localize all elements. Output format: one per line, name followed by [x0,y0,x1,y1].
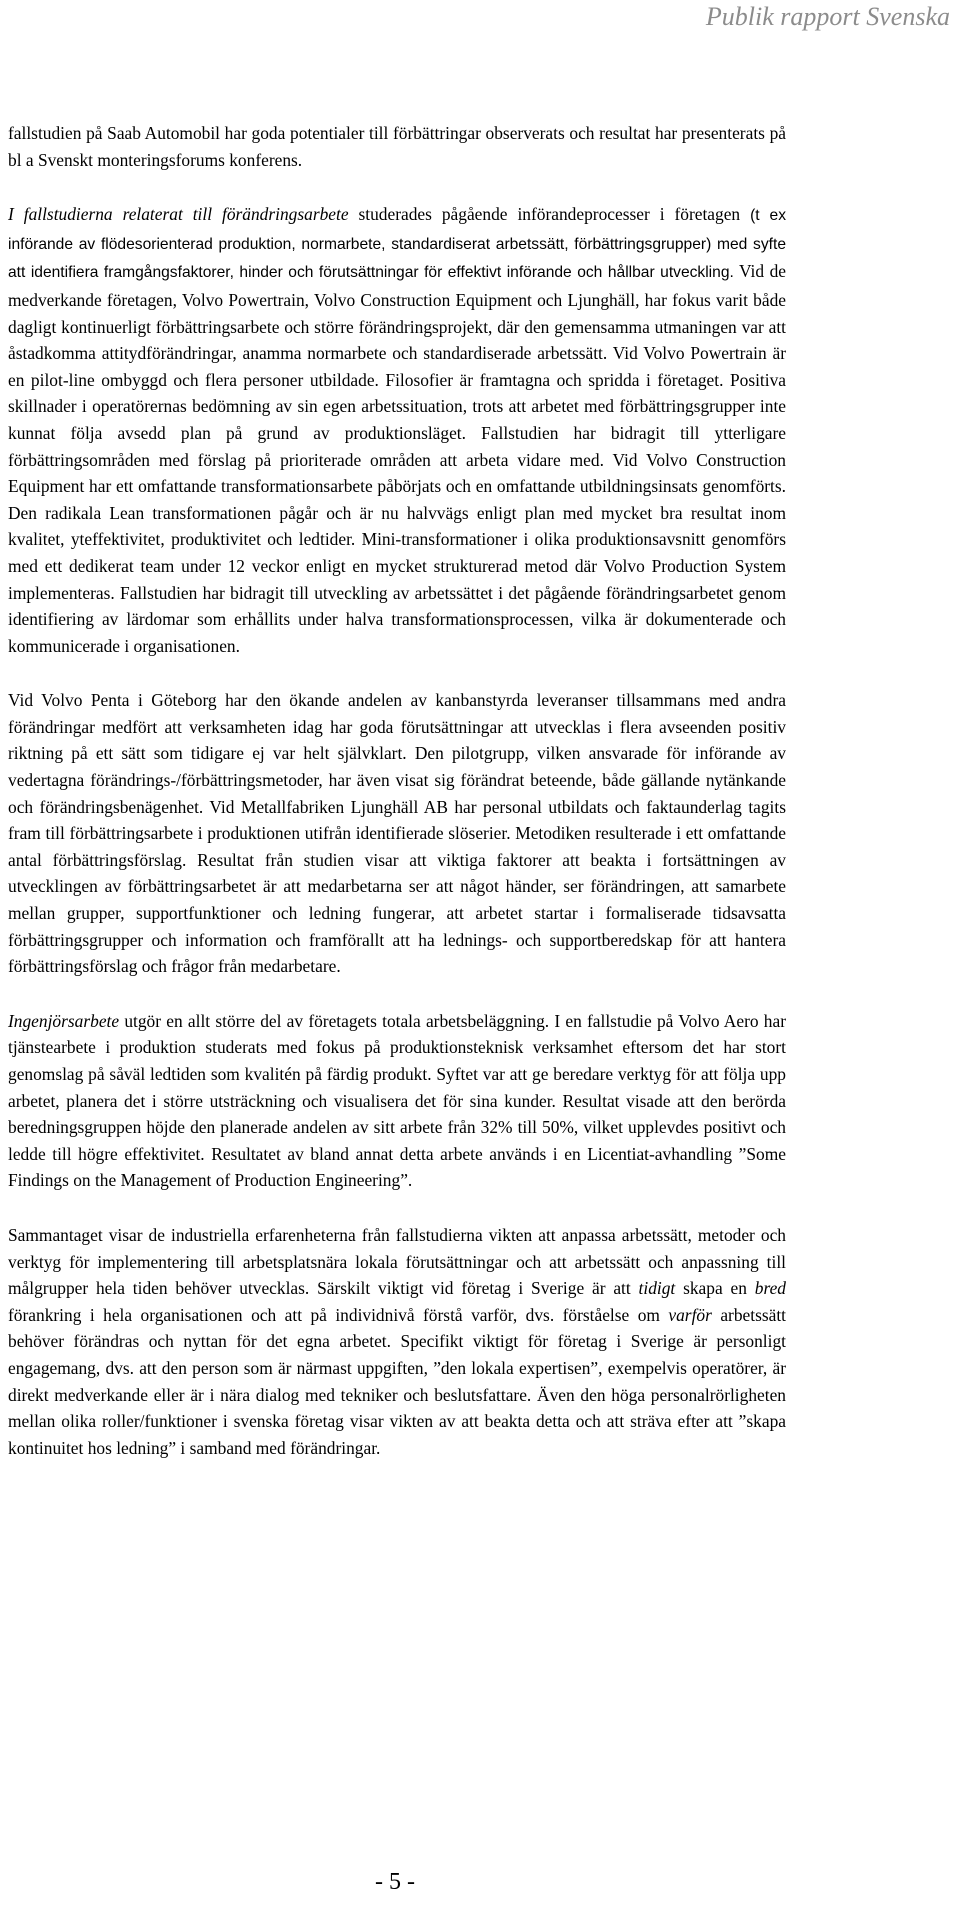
paragraph-change-work-text-2: (t ex införande av flödesorienterad produktion, normarbete, standardiserat arbetssätt, förbättringsgrupper) med syfte att identifiera framgångsfaktorer, hinder och förutsättningar för effektivt införande och hållbar utveckling. [8,207,787,282]
paragraph-engineering [8,1008,786,1194]
paragraph-volvo-penta-text: Vid Volvo Penta i Göteborg har den ökande andelen av kanbanstyrda leveranser tillsammans med andra förändringar medfört att verksamheten idag har goda förutsättningar att utvecklas i flera avseenden positiv riktning på ett sätt som tidigare ej var helt självklart. Den pilotgrupp, vilken ansvarade för införande av vedertagna förändrings-/förbättringsmetoder, har även visat sig förändrat beteende, både gällande nytänkande och förändringsbenägenhet. Vid Metallfabriken Ljunghäll AB har personal utbildats och faktaunderlag tagits fram till förbättringsarbete i produktionen utifrån identifierade slöserier. Metodiken resulterade i ett omfattande antal förbättringsförslag. Resultat från studien visar att viktiga faktorer att beakta i fortsättningen av utvecklingen av förbättringsarbetet är att medarbetarna ser att något händer, ser förändringen, att samarbete mellan grupper, supportfunktioner och ledning fungerar, att arbetet startar i formaliserade tidsavsatta förbättringsgrupper och information och framförallt att ha lednings- och supportberedskap för att hantera förbättringsförslag och frågor från medarbetare. [8,690,786,977]
term-change-work: I fallstudierna relaterat till förändringsarbete [8,204,349,225]
running-header-title: Publik rapport Svenska [705,2,950,31]
paragraph-volvo-penta [8,687,786,980]
paragraph-engineering-text: utgör en allt större del av företagets totala arbetsbeläggning. I en fallstudie på Volvo Aero har tjänstearbete i produktion studerats med fokus på produktionsteknisk verksamhet eftersom det har stort genomslag på såväl ledtiden som kvalitén på färdig produkt. Syftet var att ge beredare verktyg för att följa upp arbetet, planera det i större utsträckning och visualisera det för sina kunder. Resultat visade att den berörda beredningsgruppen höjde den planerade andelen av sitt arbete från 32% till 50%, vilket upplevdes positivt och ledde till högre effektivitet. Resultatet av bland annat detta arbete används i en Licentiat-avhandling ”Some Findings on the Management of Production Engineering”. [8,1010,786,1191]
paragraph-change-work [8,201,786,659]
paragraph-change-work-text-1: studerades pågående införandeprocesser i företagen [348,204,751,225]
term-broad: bred [754,1278,786,1299]
paragraph-summary-text-4: arbetssätt behöver förändras och nyttan för det egna arbetet. Specifikt viktigt för företag i Sverige är personligt engagemang, dvs. att den person som är närmast uppgiften, ”den lokala expertisen”, exempelvis operatörer, är direkt medverkande eller är i nära dialog med tekniker och beslutsfattare. Även den höga personalrörligheten mellan olika roller/funktioner i svenska företag visar vikten av att beakta detta och att sträva efter att ”skapa kontinuitet hos ledning” i samband med förändringar. [8,1304,787,1458]
term-why: varför [668,1304,712,1325]
page-number: - 5 - [375,1869,415,1895]
term-engineering: Ingenjörsarbete [8,1010,120,1031]
paragraph-saab-text: fallstudien på Saab Automobil har goda potentialer till förbättringar observerats och resultat har presenterats på bl a Svenskt monteringsforums konferens. [8,123,786,170]
paragraph-change-work-text-3: Vid de medverkande företagen, Volvo Powertrain, Volvo Construction Equipment och Ljunghäll, har fokus varit både dagligt kontinuerligt förbättringsarbete och större förändringsprojekt, där den gemensamma utmaningen var att åstadkomma attitydförändringar, anamma normarbete och standardiserade arbetssätt. Vid Volvo Powertrain är en pilot-line ombyggd och flera personer utbildade. Filosofier är framtagna och spridda i företaget. Positiva skillnader i operatörernas bedömning av sin egen arbetssituation, trots att arbetet med förbättringsgrupper inte kunnat följa avsedd plan på grund av produktionsläget. Fallstudien har bidragit till ytterligare förbättringsområden med förslag på prioriterade områden att arbeta vidare med. Vid Volvo Construction Equipment har ett omfattande transformationsarbete påbörjats och en omfattande utbildningsinsats genomförts. Den radikala Lean transformationen pågår och är nu halvvägs enligt plan med mycket bra resultat inom kvalitet, yteffektivitet, produktivitet och ledtider. Mini-transformationer i olika produktionsavsnitt genomförs med ett dedikerat team under 12 veckor enligt en mycket strukturerad metod där Volvo Production System implementeras. Fallstudien har bidragit till utveckling av arbetssättet i det pågående förändringsarbetet genom identifiering av lärdomar som erhållits under halva transformationsprocessen, vilka är dokumenterade och kommunicerade i organisationen. [8,261,786,656]
paragraph-summary-text-3: förankring i hela organisationen och att på individnivå förstå varför, dvs. förståelse om [8,1304,669,1325]
paragraph-saab [8,120,786,173]
paragraph-summary-text-1: Sammantaget visar de industriella erfarenheterna från fallstudierna vikten att anpassa arbetssätt, metoder och verktyg för implementering till arbetsplatsnära lokala förutsättningar och att arbetssätt och anpassning till målgrupper hela tiden behöver utvecklas. Särskilt viktigt vid företag i Sverige är att [8,1224,786,1299]
paragraph-summary-text-2: skapa en [675,1278,755,1299]
paragraph-summary [8,1222,786,1461]
document-body [8,120,786,1489]
term-early: tidigt [638,1278,676,1299]
